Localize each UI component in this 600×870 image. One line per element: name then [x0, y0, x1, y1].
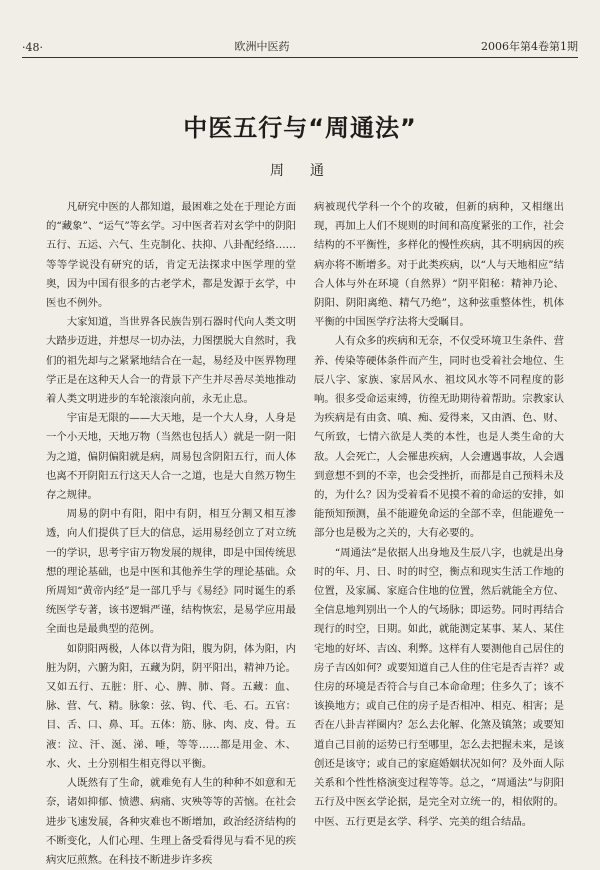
paragraph: 周易的阴中有阳，阳中有阴，相互分割又相互渗透，向人们提供了巨大的信息，运用易经创立了对立统一的学识，思考宇宙万物发展的规律，即是中国传统思想的理论基础，也是中医和其他养生学的理论基础。众所周知“黄帝内经”是一部几乎与《易经》同时诞生的系统医学专著，该书逻辑严谨，结构恢宏，是易学应用最全面也是最典型的范例。 — [46, 508, 296, 636]
paragraph: 人有众多的疾病和无奈，不仅受环境卫生条件、营养、传染等硬体条件而产生，同时也受着社会地位、生辰八字、家族、家居风水、祖坟风水等不同程度的影响。很多受命运束缚，彷徨无助期待着帮助。宗教家认为疾病是有由贪、嗔、痴、爱得来，又由酒、色、财、气所致，七情六欲是人类的本性，也是人类生命的大敌。人会死亡，人会罹患疾病，人会遭遇事故，人会遇到意想不到的不幸，也会受挫折，而都是自己预料未及的，为什么？因为受着看不见摸不着的命运的安排，如能预知预测，虽不能避免命运的全部不幸，但能避免一部分也是极为之关的，大有必要的。 — [314, 335, 564, 540]
journal-name: 欧洲中医药 — [234, 40, 290, 53]
right-column — [314, 198, 564, 832]
page-number: ·48· — [22, 41, 43, 54]
paragraph: 宇宙是无限的——大天地，是一个大人身，人身是一个小天地，天地万物（当然也包括人）就是一阴一阳为之道，偏阴偏阳就是病，周易包含阴阳五行，而人体也离不开阴阳五行这天人合一之道，也是大自然万物生存之规律。 — [46, 412, 296, 502]
paragraph: 如阴阳两极，人体以背为阳，腹为阴，体为阳，内脏为阴，六腑为阳，五藏为阴，阴平阳出，精神乃论。又如五行、五脏：肝、心、脾、肺、肾。五藏：血、脉、营、气、精。脉象：弦、钩、代、毛、石。五官：目、舌、口、鼻、耳。五体：筋、脉、肉、皮、骨。五液：泣、汗、涎、涕、唾，等等……都是用金、木、水、火、土分别相生相克得以平衡。 — [46, 642, 296, 770]
paragraph-continued: 病被现代学科一个个的攻破，但新的病种，又相继出现，再加上人们不规则的时间和高度紧张的工作，社会结构的不平衡性，多样化的慢性疾病，其不明病因的疾病亦将不断增多。对于此类疾病，以“人与天地相应”结合人体与外在环境（自然界）“阴平阳秘：精神乃论、阴阳、阴阳离绝、精气乃绝”，这种弦重整体性，机体平衡的中国医学疗法将大受瞩目。 — [314, 201, 564, 329]
paragraph: 大家知道，当世界各民族告别石器时代向人类文明大踏步迈进，并想尽一切办法，力图摆脱大自然时，我们的祖先却与之紧紧地结合在一起，易经及中医界物理学正是在这种天人合一的背景下产生并尽善尽美地推动着人类文明进步的车轮滚滚向前，永无止息。 — [46, 316, 296, 406]
article-author: 周 通 — [270, 163, 330, 179]
header-divider — [22, 57, 578, 58]
article-title: 中医五行与“周通法” — [183, 114, 417, 142]
paragraph: “周通法”是依据人出身地及生辰八字，也就是出身时的年、月、日、时的时空，衡点和现实生活工作地的位置，及家属、家庭合住地的位置，然后就能全方位、全信息地判别出一个人的气场脉；即运势。同时再结合现行的时空，日期。如此，就能测定某事、某人、某住宅地的好坏、吉凶、利弊。这样有人要测他自己居住的房子吉凶如何？或要知道自己人住的住宅是否吉祥？或住房的环境是否符合与自己本命命理；住多久了；该不该换地方；或自己住的房子是否相冲、相克、相害；是否在八卦吉祥圈内？怎么去化解、化煞及镇煞；或要知道自己目前的运势已行至哪里，怎么去把握未来，是该创还是该守；或自己的家庭婚姻状况如何？及外面人际关系和个性性格演变过程等等。总之，“周通法”与阴阳五行及中医玄学论据，是完全对立统一的，相依附的。中医、五行更是玄学、科学、完美的组合结晶。 — [314, 546, 564, 828]
running-header — [22, 34, 578, 54]
left-column — [46, 198, 296, 870]
paragraph: 凡研究中医的人都知道，最困难之处在于理论方面的“藏象”、“运气”等玄学。习中医者若对玄学中的阴阳五行、五运、六气、生克制化、扶抑、八卦配经络……等等学说没有研究的话，肯定无法探求中医学理的堂奥，因为中国有很多的古老学术，都是发源于玄学，中医也不例外。 — [46, 201, 296, 310]
issue-info: 2006年第4卷第1期 — [481, 40, 578, 53]
paragraph: 人既然有了生命，就难免有人生的种种不如意和无奈，诸如抑郁、愤懑、病痛、灾殃等等的苦恼。在社会进步飞速发展，各种灾难也不断增加，政治经济结构的不断变化，人们心理、生理上备受看得见与看不见的疾病灾厄煎熬。在科技不断进步许多疾 — [46, 777, 296, 866]
